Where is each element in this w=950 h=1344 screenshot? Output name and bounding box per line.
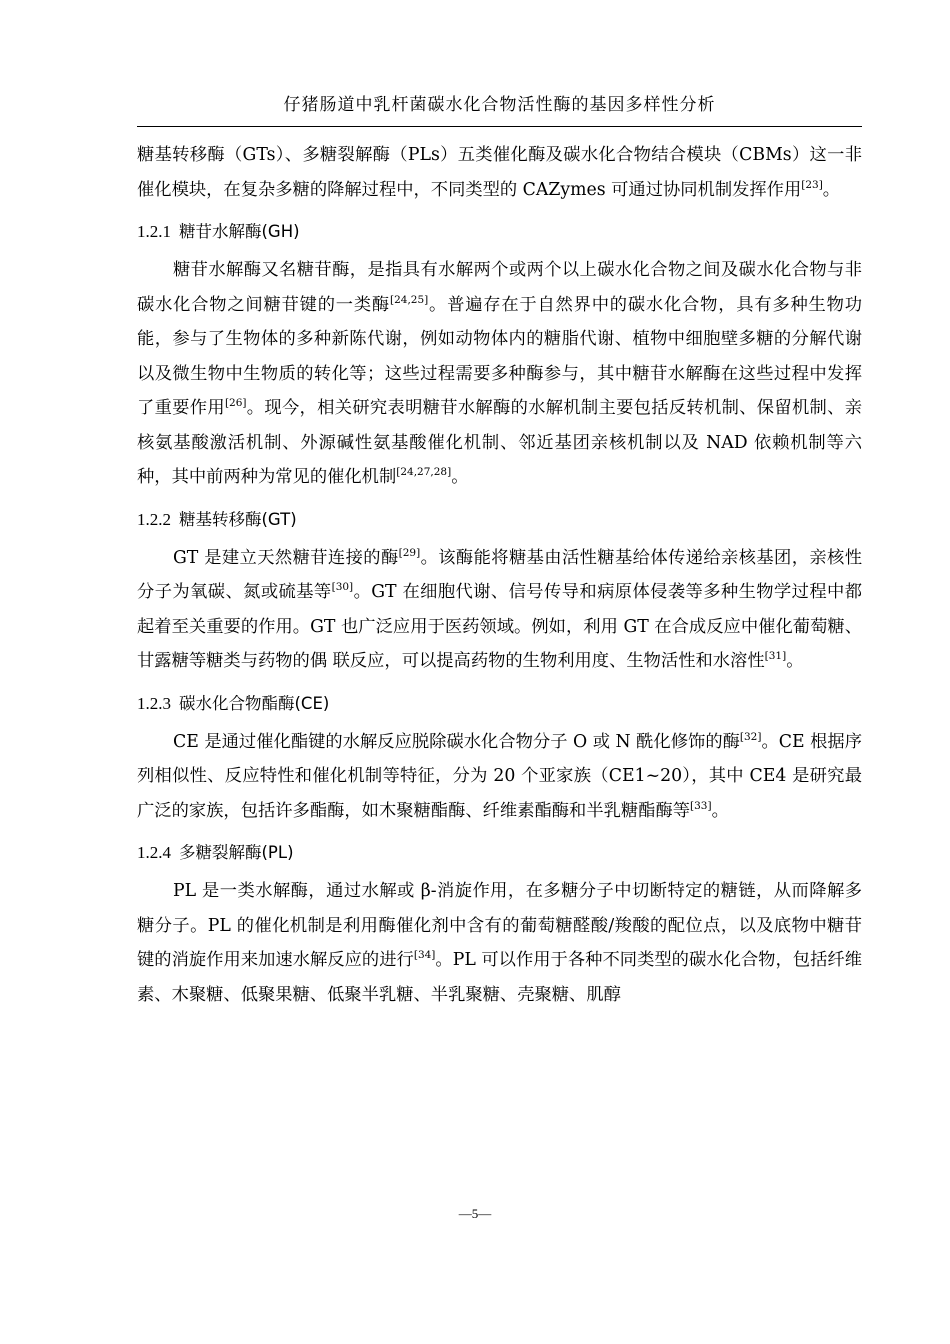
paragraph-text: PL 是一类水解酶，通过水解或 β-消旋作用，在多糖分子中切断特定的糖链，从而降解多糖分子。PL 的催化机制是利用酶催化剂中含有的葡萄糖醛酸/羧酸的配位点，以及底物中糖苷键的消旋作用来加速水解反应的进行 bbox=[137, 881, 862, 970]
citation: [23] bbox=[801, 178, 823, 191]
section-heading-ce bbox=[137, 690, 862, 718]
section-number: 1.2.2 bbox=[137, 509, 171, 529]
paragraph-text: GT 是建立天然糖苷连接的酶 bbox=[173, 547, 399, 568]
citation: [26] bbox=[224, 397, 247, 409]
paragraph-text: 。该酶能将糖基由活性糖基给体传递给亲核基团，亲核性分子为氧碳、氮或硫基等 bbox=[137, 547, 862, 602]
paragraph-text: 。 bbox=[711, 800, 729, 821]
running-header: 仔猪肠道中乳杆菌碳水化合物活性酶的基因多样性分析 bbox=[283, 95, 716, 115]
section-paragraph-pl bbox=[137, 874, 862, 1012]
citation: [24,25] bbox=[390, 293, 429, 306]
paragraph-text: 。PL 可以作用于各种不同类型的碳水化合物，包括纤维素、木聚糖、低聚果糖、低聚半乳糖、半乳聚糖、壳聚糖、肌醇 bbox=[137, 950, 862, 1005]
section-title: 碳水化合物酯酶(CE) bbox=[179, 693, 330, 713]
section-heading-gh bbox=[137, 218, 862, 246]
page-number: —5— bbox=[458, 1206, 492, 1221]
section-paragraph-ce bbox=[137, 725, 862, 829]
section-title: 多糖裂解酶(PL) bbox=[179, 843, 294, 862]
intro-end: 。 bbox=[822, 179, 841, 200]
intro-paragraph bbox=[137, 138, 862, 207]
citation: [24,27,28] bbox=[396, 466, 452, 478]
paragraph-text: 。普遍存在于自然界中的碳水化合物，具有多种生物功能，参与了生物体的多种新陈代谢，例如动物体内的糖脂代谢、植物中细胞壁多糖的分解代谢以及微生物中生物质的转化等；这些过程需要多种酶参与，其中糖苷水解酶在这些过程中发挥了重要作用 bbox=[137, 294, 862, 418]
section-number: 1.2.1 bbox=[137, 222, 171, 241]
section-title: 糖基转移酶(GT) bbox=[179, 509, 297, 529]
section-number: 1.2.3 bbox=[137, 693, 171, 713]
header-rule bbox=[137, 126, 862, 127]
section-heading-pl bbox=[137, 839, 862, 867]
citation: [29] bbox=[398, 546, 421, 559]
intro-text: 糖基转移酶（GTs）、多糖裂解酶（PLs）五类催化酶及碳水化合物结合模块（CBMs）这一非催化模块，在复杂多糖的降解过程中，不同类型的 CAZymes 可通过协同机制发挥作用 bbox=[137, 145, 862, 200]
citation: [33] bbox=[690, 799, 712, 812]
paragraph-text: 。GT 在细胞代谢、信号传导和病原体侵袭等多种生物学过程中都起着至关重要的作用。GT 也广泛应用于医药领域。例如，利用 GT 在合成反应中催化葡萄糖、甘露糖等糖类与药物的偶 联反应，可以提高药物的生物利用度、生物活性和水溶性 bbox=[137, 582, 862, 671]
paragraph-text: 。CE 根据序列相似性、反应特性和催化机制等特征，分为 20 个亚家族（CE1~20），其中 CE4 是研究最广泛的家族，包括许多酯酶，如木聚糖酯酶、纤维素酯酶和半乳糖酯酶等 bbox=[137, 731, 862, 821]
section-title: 糖苷水解酶(GH) bbox=[179, 222, 300, 241]
paragraph-text: 。 bbox=[451, 467, 469, 487]
page-body bbox=[137, 138, 862, 1012]
citation: [31] bbox=[764, 650, 787, 662]
section-heading-gt bbox=[137, 506, 862, 534]
paragraph-text: 糖苷水解酶又名糖苷酶，是指具有水解两个或两个以上碳水化合物之间及碳水化合物与非碳水化合物之间糖苷键的一类酶 bbox=[137, 260, 862, 315]
citation: [32] bbox=[739, 730, 762, 743]
section-paragraph-gt bbox=[137, 541, 862, 679]
citation: [34] bbox=[413, 949, 436, 961]
citation: [30] bbox=[331, 581, 354, 593]
paragraph-text: 。现今，相关研究表明糖苷水解酶的水解机制主要包括反转机制、保留机制、亲核氨基酸激活机制、外源碱性氨基酸催化机制、邻近基团亲核机制以及 NAD 依赖机制等六种，其中前两种为常见的催化机制 bbox=[137, 398, 862, 487]
section-paragraph-gh bbox=[137, 253, 862, 495]
section-number: 1.2.4 bbox=[137, 843, 171, 862]
paragraph-text: CE 是通过催化酯键的水解反应脱除碳水化合物分子 O 或 N 酰化修饰的酶 bbox=[173, 731, 740, 752]
paragraph-text: 。 bbox=[786, 651, 804, 671]
